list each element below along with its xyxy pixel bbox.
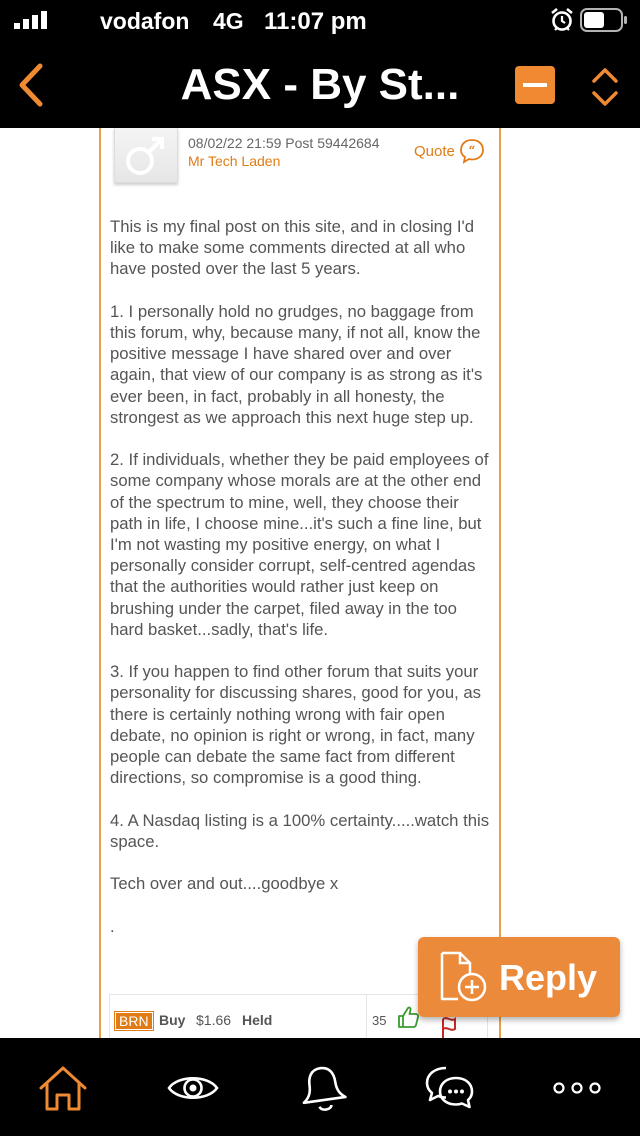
post-paragraph: Tech over and out....goodbye x bbox=[110, 874, 339, 894]
post-paragraph: 4. A Nasdaq listing is a 100% certainty.....watch this space. bbox=[110, 810, 490, 851]
quote-label: Quote bbox=[414, 143, 455, 160]
post-paragraph: 2. If individuals, whether they be paid employees of some company whose morals are at the other end of the spectrum to mine, well, they choose their path in life, I choose mine...it's such a fine line, but I'm not wasting my positive energy, on what I personally consider corrupt, self-centred agendas that the authorities would rather just keep on brushing under the carpet, filed away in the too hard basket...sadly, that's life. bbox=[110, 450, 489, 639]
collapse-icon[interactable] bbox=[515, 66, 555, 104]
up-down-icon[interactable] bbox=[589, 64, 621, 110]
disclosure-label: Held bbox=[242, 1012, 273, 1028]
chat-icon[interactable] bbox=[422, 1062, 476, 1114]
flag-icon[interactable] bbox=[440, 1015, 456, 1038]
page-title: ASX - By St... bbox=[180, 60, 460, 109]
post-paragraph: 3. If you happen to find other forum that suits your personality for discussing shares, good for you, as there is certainly nothing wrong with fair open debate, no opinion is right or wrong, in fact, many people can debate the same fact from different directions, so compromise is a good thing. bbox=[110, 662, 482, 788]
quote-icon bbox=[458, 137, 486, 165]
sentiment-label: Buy bbox=[159, 1012, 186, 1028]
bottom-tab-bar bbox=[0, 1038, 640, 1136]
svg-text:“: “ bbox=[468, 143, 476, 158]
avatar[interactable] bbox=[114, 128, 178, 183]
male-symbol-icon bbox=[115, 128, 177, 182]
quote-button[interactable] bbox=[414, 137, 488, 165]
like-count: 35 bbox=[372, 1013, 387, 1028]
post-paragraph: This is my final post on this site, and in closing I'd like to make some comments directed at all who have posted over the last 5 years. bbox=[110, 217, 474, 279]
reply-button[interactable] bbox=[418, 937, 620, 1017]
signal-icon bbox=[14, 11, 48, 29]
price-at-posting: $1.66 bbox=[196, 1012, 232, 1028]
alarm-icon bbox=[550, 7, 574, 33]
bell-icon[interactable] bbox=[296, 1062, 350, 1114]
reply-label: Reply bbox=[499, 957, 598, 998]
post-meta: 08/02/22 21:59 Post 59442684 bbox=[188, 135, 380, 151]
footer-divider bbox=[366, 995, 367, 1038]
status-time: 11:07 pm bbox=[264, 8, 367, 35]
post-paragraph: 1. I personally hold no grudges, no baggage from this forum, why, because many, if not all, know the positive message I have shared over and over again, that view of our company is as strong as it's ever been, in fact, probably in all honesty, the strongest as we approach this next huge step up. bbox=[110, 301, 483, 427]
status-bar bbox=[0, 0, 640, 42]
battery-icon bbox=[580, 8, 628, 32]
author-link[interactable]: Mr Tech Laden bbox=[188, 153, 281, 169]
eye-icon[interactable] bbox=[166, 1062, 220, 1114]
carrier-name: vodafon bbox=[100, 8, 190, 34]
navigation-bar bbox=[0, 42, 640, 128]
post-content-area[interactable] bbox=[0, 128, 640, 1038]
add-document-icon bbox=[436, 949, 490, 1005]
stock-code-badge[interactable]: BRN bbox=[114, 1011, 154, 1031]
back-chevron-icon[interactable] bbox=[12, 60, 52, 110]
more-icon[interactable] bbox=[550, 1062, 604, 1114]
post-paragraph: . bbox=[110, 916, 115, 936]
network-type: 4G bbox=[213, 8, 244, 34]
post-body bbox=[110, 216, 492, 958]
thumbs-up-icon[interactable] bbox=[397, 1005, 419, 1029]
home-icon[interactable] bbox=[36, 1062, 90, 1114]
